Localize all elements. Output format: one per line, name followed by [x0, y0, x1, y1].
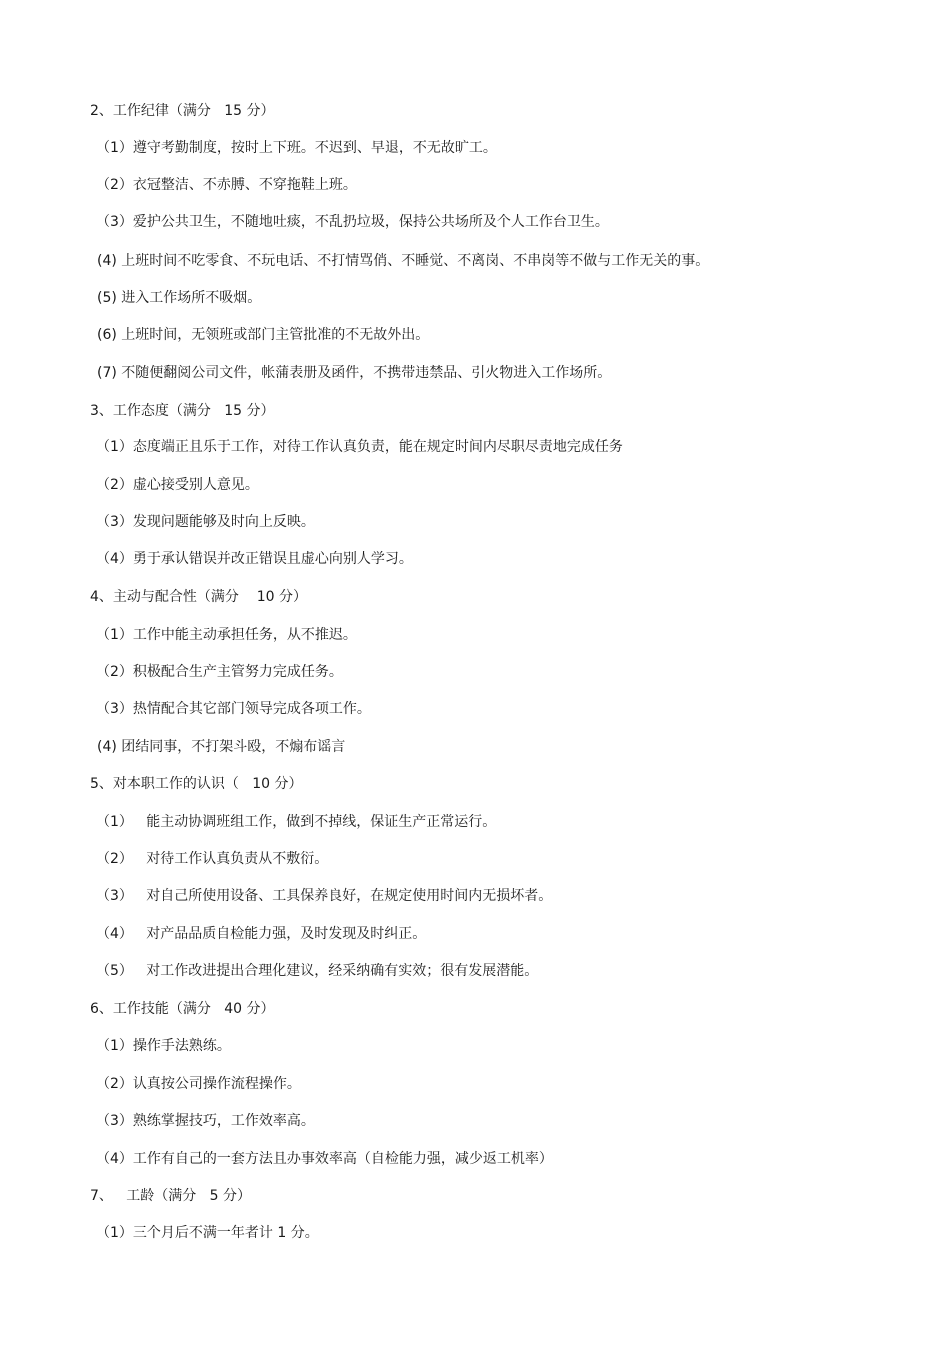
list-item: （3）爱护公共卫生，不随地吐痰，不乱扔垃圾，保持公共场所及个人工作台卫生。	[96, 214, 609, 230]
list-item: （4） 对产品品质自检能力强，及时发现及时纠正。	[96, 926, 427, 942]
list-item: （3）熟练掌握技巧，工作效率高。	[96, 1113, 315, 1129]
list-item: （2）认真按公司操作流程操作。	[96, 1076, 301, 1092]
list-item: （2）积极配合生产主管努力完成任务。	[96, 664, 343, 680]
list-item: (4) 上班时间不吃零食、不玩电话、不打情骂俏、不睡觉、不离岗、不串岗等不做与工作无关的事。	[97, 253, 710, 269]
list-item: （1）工作中能主动承担任务，从不推迟。	[96, 627, 357, 643]
section-heading-4: 4、主动与配合性（满分 10 分）	[90, 589, 307, 605]
list-item: (5) 进入工作场所不吸烟。	[97, 290, 262, 306]
list-item: （4）工作有自己的一套方法且办事效率高（自检能力强，减少返工机率）	[96, 1151, 553, 1167]
list-item: （2）衣冠整洁、不赤膊、不穿拖鞋上班。	[96, 177, 357, 193]
list-item: (6) 上班时间，无领班或部门主管批准的不无故外出。	[97, 327, 430, 343]
list-item: （1）态度端正且乐于工作，对待工作认真负责，能在规定时间内尽职尽责地完成任务	[96, 439, 623, 455]
list-item: （1） 能主动协调班组工作，做到不掉线，保证生产正常运行。	[96, 814, 497, 830]
section-heading-6: 6、工作技能（满分 40 分）	[90, 1001, 275, 1017]
list-item: (7) 不随便翻阅公司文件，帐蒲表册及函件，不携带违禁品、引火物进入工作场所。	[97, 365, 612, 381]
list-item: （3） 对自己所使用设备、工具保养良好，在规定使用时间内无损坏者。	[96, 888, 553, 904]
list-item: （3）热情配合其它部门领导完成各项工作。	[96, 701, 371, 717]
section-heading-3: 3、工作态度（满分 15 分）	[90, 403, 275, 419]
list-item: （5） 对工作改进提出合理化建议，经采纳确有实效；很有发展潜能。	[96, 963, 539, 979]
list-item: （2） 对待工作认真负责从不敷衍。	[96, 851, 329, 867]
list-item: （1）操作手法熟练。	[96, 1038, 231, 1054]
list-item: （4）勇于承认错误并改正错误且虚心向别人学习。	[96, 551, 413, 567]
list-item: （2）虚心接受别人意见。	[96, 477, 259, 493]
section-heading-2: 2、工作纪律（满分 15 分）	[90, 103, 275, 119]
list-item: （1）三个月后不满一年者计 1 分。	[96, 1225, 319, 1241]
list-item: （3）发现问题能够及时向上反映。	[96, 514, 315, 530]
section-heading-7: 7、 工龄（满分 5 分）	[90, 1188, 251, 1204]
list-item: （1）遵守考勤制度，按时上下班。不迟到、早退，不无故旷工。	[96, 140, 497, 156]
list-item: (4) 团结同事，不打架斗殴，不煽布谣言	[97, 739, 346, 755]
section-heading-5: 5、对本职工作的认识（ 10 分）	[90, 776, 303, 792]
